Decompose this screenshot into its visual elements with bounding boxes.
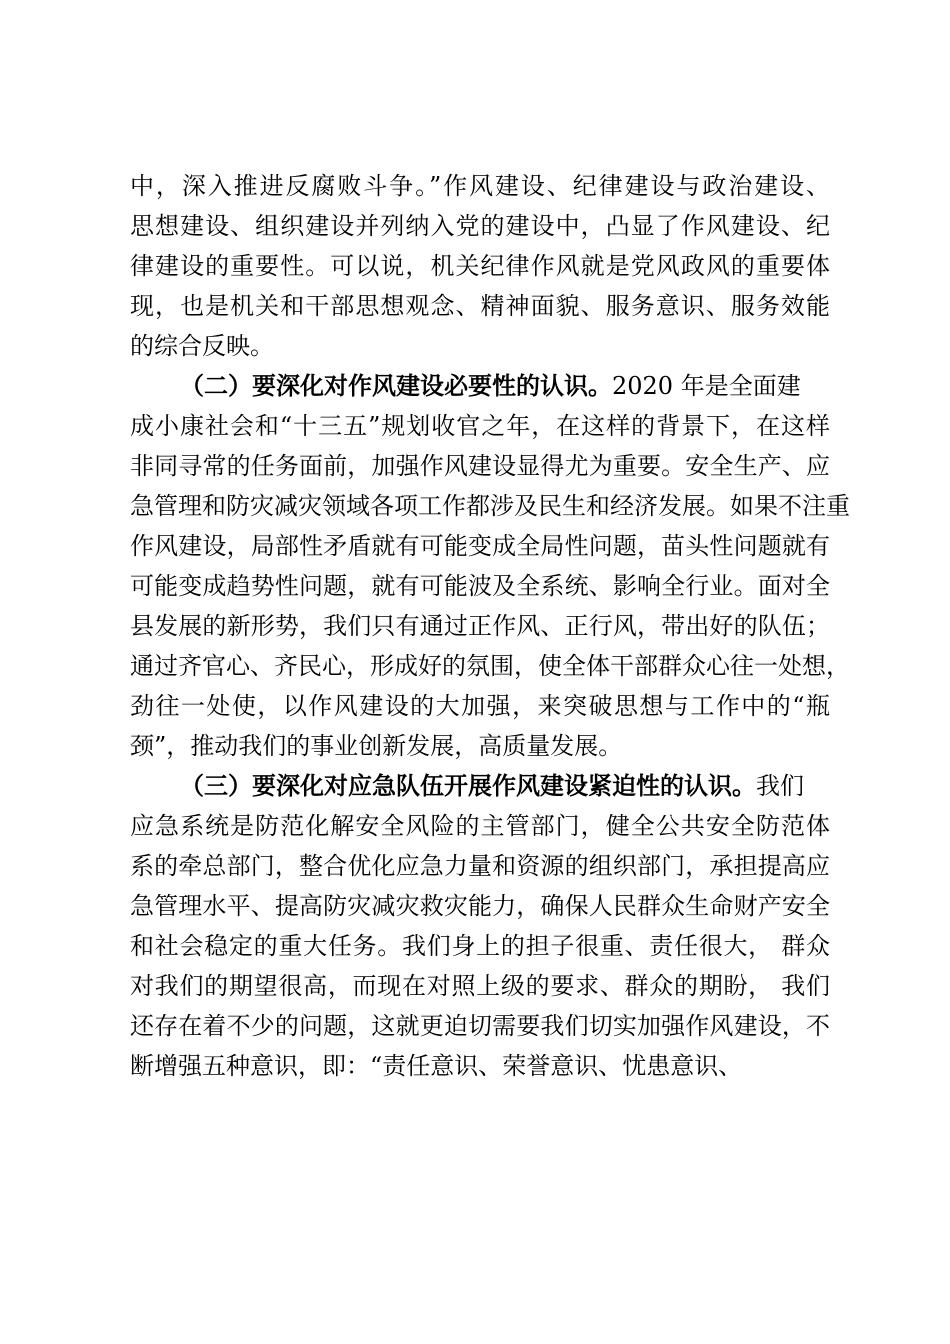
text-line: 断增强五种意识，即：“责任意识、荣誉意识、忧患意识、 <box>130 1052 743 1080</box>
document-page <box>130 166 850 1086</box>
text-line: 和社会稳定的重大任务。我们身上的担子很重、责任很大， 群众 <box>130 932 830 960</box>
heading-line-text: 我们 <box>756 772 804 800</box>
text-line: 非同寻常的任务面前，加强作风建设显得尤为重要。安全生产、应 <box>130 452 830 480</box>
text-line: 成小康社会和“十三五”规划收官之年，在这样的背景下，在这样 <box>130 412 830 440</box>
text-line: 还存在着不少的问题，这就更迫切需要我们切实加强作风建设，不 <box>130 1012 830 1040</box>
text-line: 现，也是机关和干部思想观念、精神面貌、服务意识、服务效能 <box>130 292 830 320</box>
paragraph-heading-line <box>130 766 830 806</box>
text-line: 中，深入推进反腐败斗争。”作风建设、纪律建设与政治建设、 <box>130 172 830 200</box>
paragraph-3 <box>130 766 830 1086</box>
text-line: 思想建设、组织建设并列纳入党的建设中，凸显了作风建设、纪 <box>130 212 830 240</box>
heading-line-text: 2020 年是全面建 <box>612 372 801 400</box>
section-heading: （二）要深化对作风建设必要性的认识。 <box>180 372 612 400</box>
paragraph-heading-line <box>130 366 830 406</box>
paragraph-1 <box>130 166 830 366</box>
text-line: 系的牵总部门，整合优化应急力量和资源的组织部门，承担提高应 <box>130 852 830 880</box>
text-line: 急管理水平、提高防灾减灾救灾能力，确保人民群众生命财产安全 <box>130 892 830 920</box>
section-heading: （三）要深化对应急队伍开展作风建设紧迫性的认识。 <box>180 772 756 800</box>
paragraph-2 <box>130 366 850 766</box>
text-line: 律建设的重要性。可以说，机关纪律作风就是党风政风的重要体 <box>130 252 830 280</box>
text-line: 劲往一处使，以作风建设的大加强，来突破思想与工作中的“瓶 <box>130 692 830 720</box>
text-line: 可能变成趋势性问题，就有可能波及全系统、影响全行业。面对全 <box>130 572 830 600</box>
text-line: 县发展的新形势，我们只有通过正作风、正行风，带出好的队伍； <box>130 612 830 640</box>
text-line: 急管理和防灾减灾领域各项工作都涉及民生和经济发展。如果不注重 <box>130 492 850 520</box>
text-line: 作风建设，局部性矛盾就有可能变成全局性问题，苗头性问题就有 <box>130 532 830 560</box>
text-line: 对我们的期望很高，而现在对照上级的要求、群众的期盼， 我们 <box>130 972 830 1000</box>
text-line: 的综合反映。 <box>130 332 274 360</box>
text-line: 通过齐官心、齐民心，形成好的氛围，使全体干部群众心往一处想， <box>130 652 850 680</box>
text-line: 颈”，推动我们的事业创新发展，高质量发展。 <box>130 732 623 760</box>
text-line: 应急系统是防范化解安全风险的主管部门，健全公共安全防范体 <box>130 812 830 840</box>
